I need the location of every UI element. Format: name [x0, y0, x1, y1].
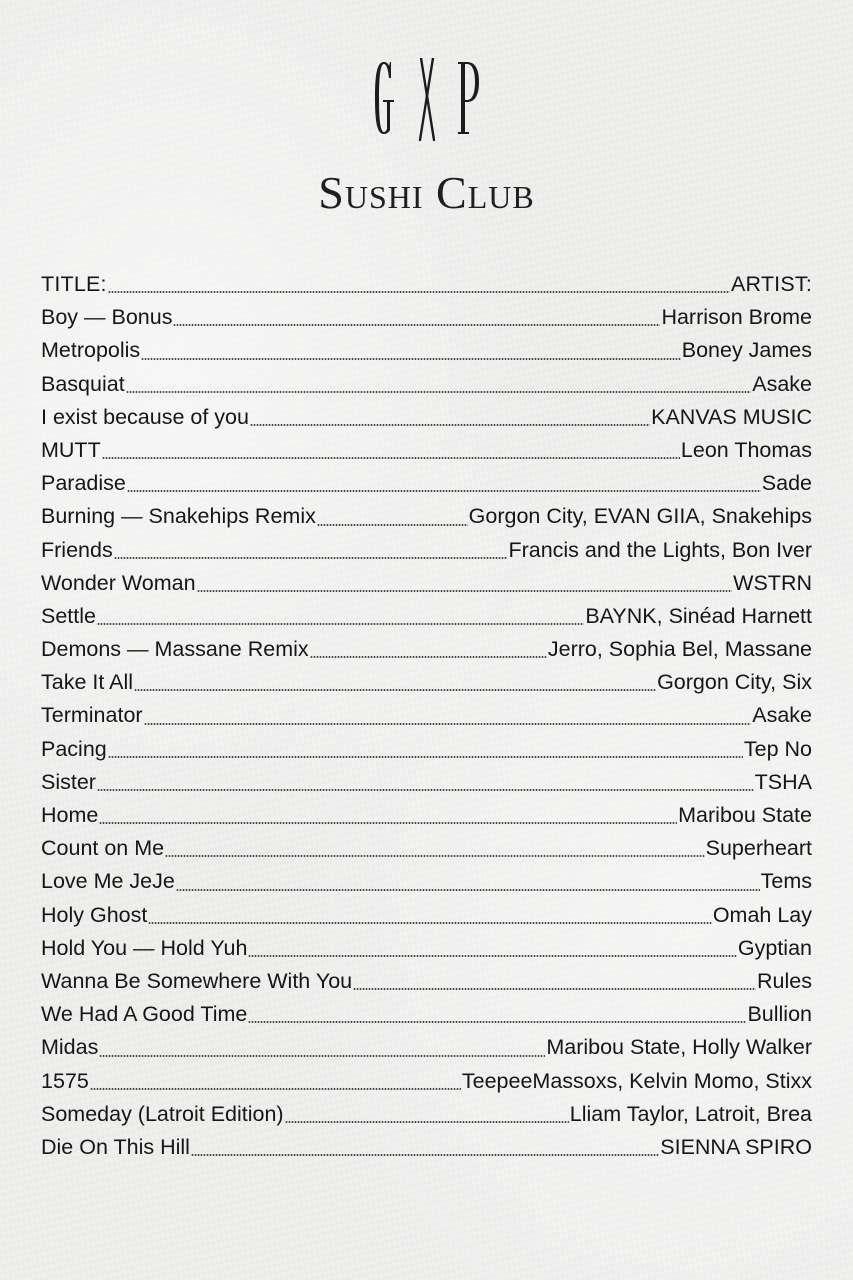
track-title: Count on Me	[41, 836, 165, 861]
track-artist: Leon Thomas	[680, 437, 812, 462]
track-title: Die On This Hill	[41, 1134, 190, 1159]
track-artist: Tep No	[743, 736, 812, 761]
track-title: Boy — Bonus	[41, 305, 173, 330]
track-title: Take It All	[41, 670, 134, 695]
track-title: Wonder Woman	[41, 570, 196, 595]
track-artist: Rules	[757, 968, 812, 993]
track-artist: Omah Lay	[712, 902, 812, 927]
tracklist	[41, 268, 812, 1164]
track-title: Pacing	[41, 736, 107, 761]
dot-leader	[285, 1121, 569, 1123]
dot-leader	[108, 756, 743, 758]
letter-p-icon	[458, 62, 479, 134]
track-title: Basquiat	[41, 371, 125, 396]
tracklist-header	[41, 268, 812, 301]
track-row	[41, 500, 812, 533]
dot-leader	[134, 689, 656, 691]
dot-leader	[141, 358, 681, 360]
track-title: Paradise	[41, 471, 126, 496]
track-row	[41, 567, 812, 600]
track-artist: TSHA	[754, 769, 812, 794]
track-artist: Maribou State, Holly Walker	[546, 1035, 812, 1060]
track-row	[41, 998, 812, 1031]
track-artist: Tems	[760, 869, 812, 894]
letter-g-icon	[375, 62, 394, 134]
dot-leader	[126, 391, 752, 393]
dot-leader	[102, 457, 680, 459]
track-artist: Francis and the Lights, Bon Iver	[508, 537, 812, 562]
track-row	[41, 865, 812, 898]
track-artist: KANVAS MUSIC	[651, 404, 812, 429]
track-row	[41, 368, 812, 401]
dot-leader	[250, 424, 650, 426]
track-title: Sister	[41, 769, 96, 794]
dot-leader	[248, 955, 736, 957]
track-artist: Asake	[752, 371, 812, 396]
dot-leader	[148, 922, 711, 924]
track-row	[41, 965, 812, 998]
track-title: Terminator	[41, 703, 143, 728]
track-title: Hold You — Hold Yuh	[41, 935, 248, 960]
track-row	[41, 1065, 812, 1098]
dot-leader	[99, 1055, 545, 1057]
track-artist: Gorgon City, EVAN GIIA, Snakehips	[468, 504, 812, 529]
title-column-label: TITLE:	[41, 272, 107, 296]
track-row	[41, 334, 812, 367]
track-title: Demons — Massane Remix	[41, 637, 309, 662]
track-artist: Gorgon City, Six	[657, 670, 812, 695]
track-row	[41, 534, 812, 567]
track-row	[41, 301, 812, 334]
dot-leader	[197, 590, 733, 592]
track-artist: Lliam Taylor, Latroit, Brea	[569, 1101, 812, 1126]
dot-leader	[90, 1088, 461, 1090]
track-row	[41, 600, 812, 633]
dot-leader	[97, 789, 754, 791]
dot-leader	[310, 656, 547, 658]
track-row	[41, 699, 812, 732]
track-artist: BAYNK, Sinéad Harnett	[585, 603, 812, 628]
artist-column-label: ARTIST:	[730, 272, 812, 296]
track-title: Love Me JeJe	[41, 869, 175, 894]
track-artist: Maribou State	[678, 803, 812, 827]
track-row	[41, 1098, 812, 1131]
logo	[0, 58, 853, 142]
track-artist: Superheart	[705, 836, 812, 861]
track-row	[41, 799, 812, 832]
track-artist: Asake	[752, 703, 812, 728]
dot-leader	[248, 1021, 746, 1023]
dot-leader	[127, 490, 761, 492]
club-title: Sushi Club	[318, 167, 535, 218]
track-title: Home	[41, 803, 99, 827]
track-title: Settle	[41, 603, 96, 628]
track-title: Holy Ghost	[41, 902, 148, 927]
track-row	[41, 467, 812, 500]
track-artist: TeepeeMassoxs, Kelvin Momo, Stixx	[461, 1068, 812, 1093]
track-title: 1575	[41, 1068, 89, 1093]
chopsticks-icon	[420, 58, 434, 140]
track-row	[41, 899, 812, 932]
dot-leader	[114, 557, 508, 559]
track-artist: SIENNA SPIRO	[660, 1134, 812, 1159]
track-title: We Had A Good Time	[41, 1002, 248, 1027]
track-artist: Sade	[761, 471, 812, 496]
dot-leader	[353, 988, 756, 990]
track-title: I exist because of you	[41, 404, 249, 429]
track-row	[41, 1031, 812, 1064]
track-title: Midas	[41, 1035, 99, 1060]
track-title: MUTT	[41, 437, 101, 462]
dot-leader	[97, 623, 584, 625]
track-artist: WSTRN	[733, 570, 812, 595]
dot-leader	[191, 1154, 659, 1156]
dot-leader	[144, 723, 752, 725]
dot-leader	[165, 855, 705, 857]
track-title: Wanna Be Somewhere With You	[41, 968, 353, 993]
track-row	[41, 733, 812, 766]
track-row	[41, 766, 812, 799]
track-row	[41, 932, 812, 965]
track-row	[41, 633, 812, 666]
dot-leader	[176, 889, 760, 891]
track-row	[41, 401, 812, 434]
track-artist: Harrison Brome	[661, 305, 812, 330]
gp-chopsticks-logo-icon	[372, 58, 482, 142]
track-artist: Jerro, Sophia Bel, Massane	[547, 637, 812, 662]
track-row	[41, 434, 812, 467]
track-title: Someday (Latroit Edition)	[41, 1101, 284, 1126]
track-title: Friends	[41, 537, 113, 562]
dot-leader	[173, 324, 660, 326]
track-row	[41, 666, 812, 699]
track-row	[41, 832, 812, 865]
dot-leader	[99, 822, 677, 824]
track-artist: Gyptian	[737, 935, 812, 960]
track-artist: Boney James	[681, 338, 812, 363]
track-title: Burning — Snakehips Remix	[41, 504, 316, 529]
track-artist: Bullion	[747, 1002, 812, 1027]
dot-leader	[108, 291, 730, 293]
track-row	[41, 1131, 812, 1164]
track-title: Metropolis	[41, 338, 141, 363]
dot-leader	[317, 524, 468, 526]
